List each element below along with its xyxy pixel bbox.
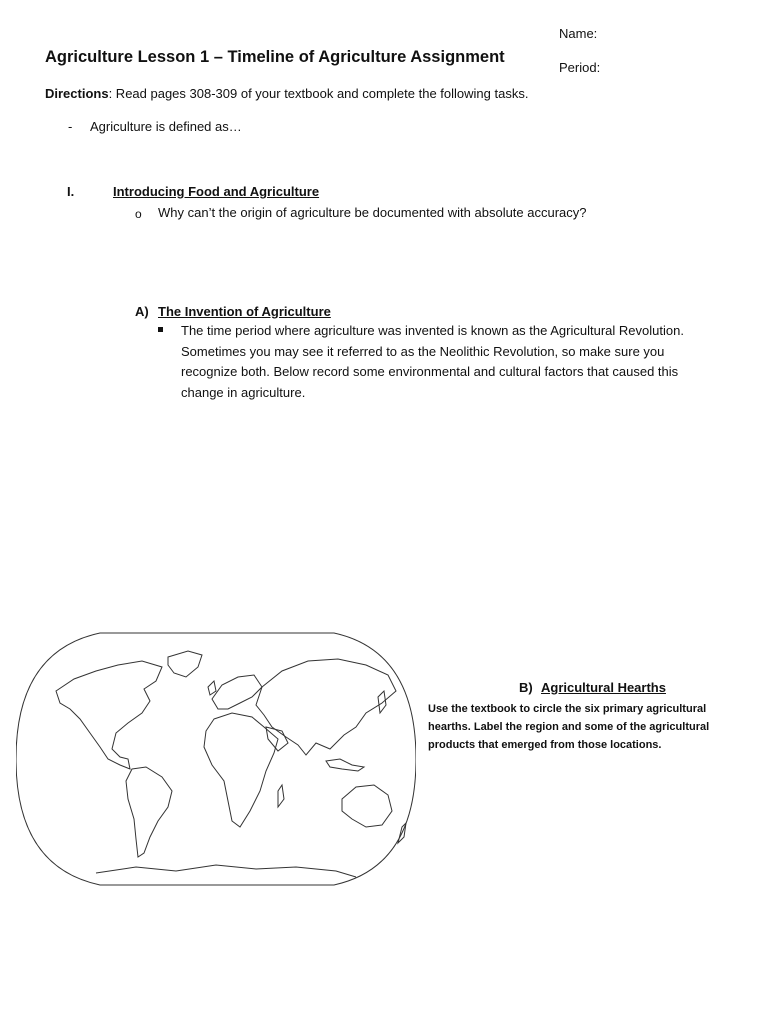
japan-outline: [378, 691, 386, 713]
section-a-heading: The Invention of Agriculture: [158, 304, 331, 319]
south-america-outline: [126, 767, 172, 857]
north-america-outline: [56, 661, 162, 769]
uk-outline: [208, 681, 216, 695]
antarctica-outline: [96, 865, 356, 877]
definition-prompt: Agriculture is defined as…: [90, 119, 242, 134]
question-bullet: o: [135, 207, 142, 221]
europe-outline: [212, 675, 262, 709]
directions-text: : Read pages 308-309 of your textbook and complete the following tasks.: [108, 86, 529, 101]
period-label: Period:: [559, 60, 601, 75]
section-b-letter: B): [519, 680, 533, 695]
definition-bullet: -: [68, 119, 73, 134]
world-map-icon: [16, 631, 416, 887]
square-bullet-icon: [158, 327, 163, 332]
madagascar-outline: [278, 785, 284, 807]
hearths-instructions: Use the textbook to circle the six primary agricultural hearths. Label the region and some of the agricultural products that emerged from those locations.: [428, 703, 710, 751]
name-label: Name:: [559, 26, 598, 41]
origin-question: Why can’t the origin of agriculture be documented with absolute accuracy?: [158, 205, 587, 220]
revolution-paragraph: The time period where agriculture was invented is known as the Agricultural Revolution. Sometimes you may see it referred to as the Neolithic Revolution, so make sure you recognize both. Below record some environmental and cultural factors that caused this change in agriculture.: [181, 323, 684, 400]
australia-outline: [342, 785, 392, 827]
directions: [45, 86, 528, 101]
section-1-heading: Introducing Food and Agriculture: [113, 184, 320, 199]
greenland-outline: [168, 651, 202, 677]
section-1-numeral: I.: [67, 184, 75, 199]
asia-outline: [256, 659, 396, 755]
directions-label: Directions: [45, 86, 109, 101]
page-title: Agriculture Lesson 1 – Timeline of Agriculture Assignment: [45, 48, 505, 66]
section-a-letter: A): [135, 304, 149, 319]
section-b-heading: Agricultural Hearths: [541, 680, 666, 695]
map-border: [16, 633, 416, 885]
indonesia-outline: [326, 759, 364, 771]
